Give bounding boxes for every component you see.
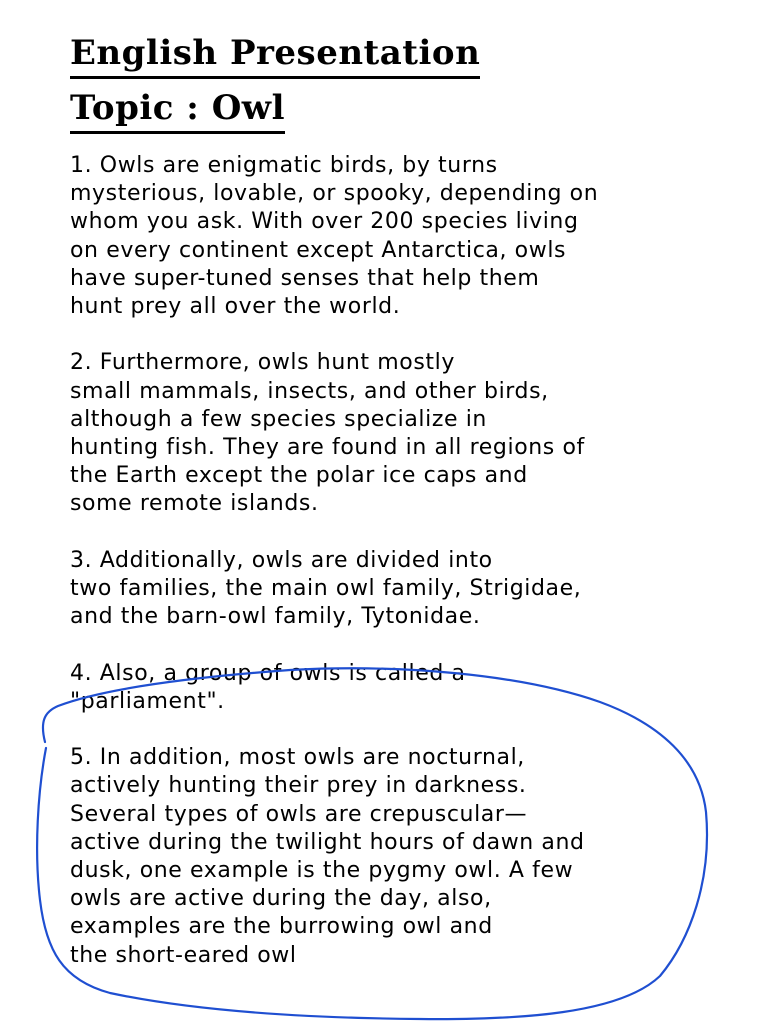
paragraph-line: "parliament". bbox=[70, 688, 225, 714]
paragraph-line: hunting fish. They are found in all regions of bbox=[70, 435, 585, 461]
paragraph-line: hunt prey all over the world. bbox=[70, 294, 401, 320]
paragraph-line: have super-tuned senses that help them bbox=[70, 265, 540, 291]
paragraph-2 bbox=[70, 349, 735, 518]
paragraph-line: examples are the burrowing owl and bbox=[70, 914, 493, 940]
paragraph-line: dusk, one example is the pygmy owl. A few bbox=[70, 858, 574, 884]
paragraph-line: owls are active during the day, also, bbox=[70, 886, 492, 912]
paragraph-line: active during the twilight hours of dawn and bbox=[70, 829, 585, 855]
paragraph-line: 5. In addition, most owls are nocturnal, bbox=[70, 745, 525, 771]
paragraph-line: two families, the main owl family, Strigidae, bbox=[70, 576, 582, 602]
paragraph-line: 3. Additionally, owls are divided into bbox=[70, 547, 493, 573]
title-line-2: Topic : Owl bbox=[70, 85, 285, 134]
paragraph-line: 4. Also, a group of owls is called a bbox=[70, 660, 466, 686]
paragraph-line: Several types of owls are crepuscular— bbox=[70, 801, 528, 827]
paragraph-line: although a few species specialize in bbox=[70, 406, 487, 432]
paragraph-line: on every continent except Antarctica, owls bbox=[70, 237, 567, 263]
paragraph-3 bbox=[70, 547, 735, 632]
paragraph-4 bbox=[70, 660, 735, 716]
paragraph-line: 2. Furthermore, owls hunt mostly bbox=[70, 350, 455, 376]
paragraph-line: the Earth except the polar ice caps and bbox=[70, 463, 528, 489]
paragraph-line: mysterious, lovable, or spooky, depending on bbox=[70, 181, 599, 207]
document-title bbox=[70, 30, 480, 140]
paragraph-1 bbox=[70, 152, 735, 321]
paragraph-5 bbox=[70, 744, 735, 970]
paragraph-line: and the barn-owl family, Tytonidae. bbox=[70, 604, 481, 630]
paragraph-line: the short-eared owl bbox=[70, 942, 297, 968]
paragraph-line: whom you ask. With over 200 species living bbox=[70, 209, 579, 235]
paragraph-line: small mammals, insects, and other birds, bbox=[70, 378, 549, 404]
title-line-1: English Presentation bbox=[70, 30, 480, 79]
document-body bbox=[70, 152, 735, 998]
paragraph-line: some remote islands. bbox=[70, 491, 319, 517]
paragraph-line: actively hunting their prey in darkness. bbox=[70, 773, 527, 799]
paragraph-line: 1. Owls are enigmatic birds, by turns bbox=[70, 153, 498, 178]
